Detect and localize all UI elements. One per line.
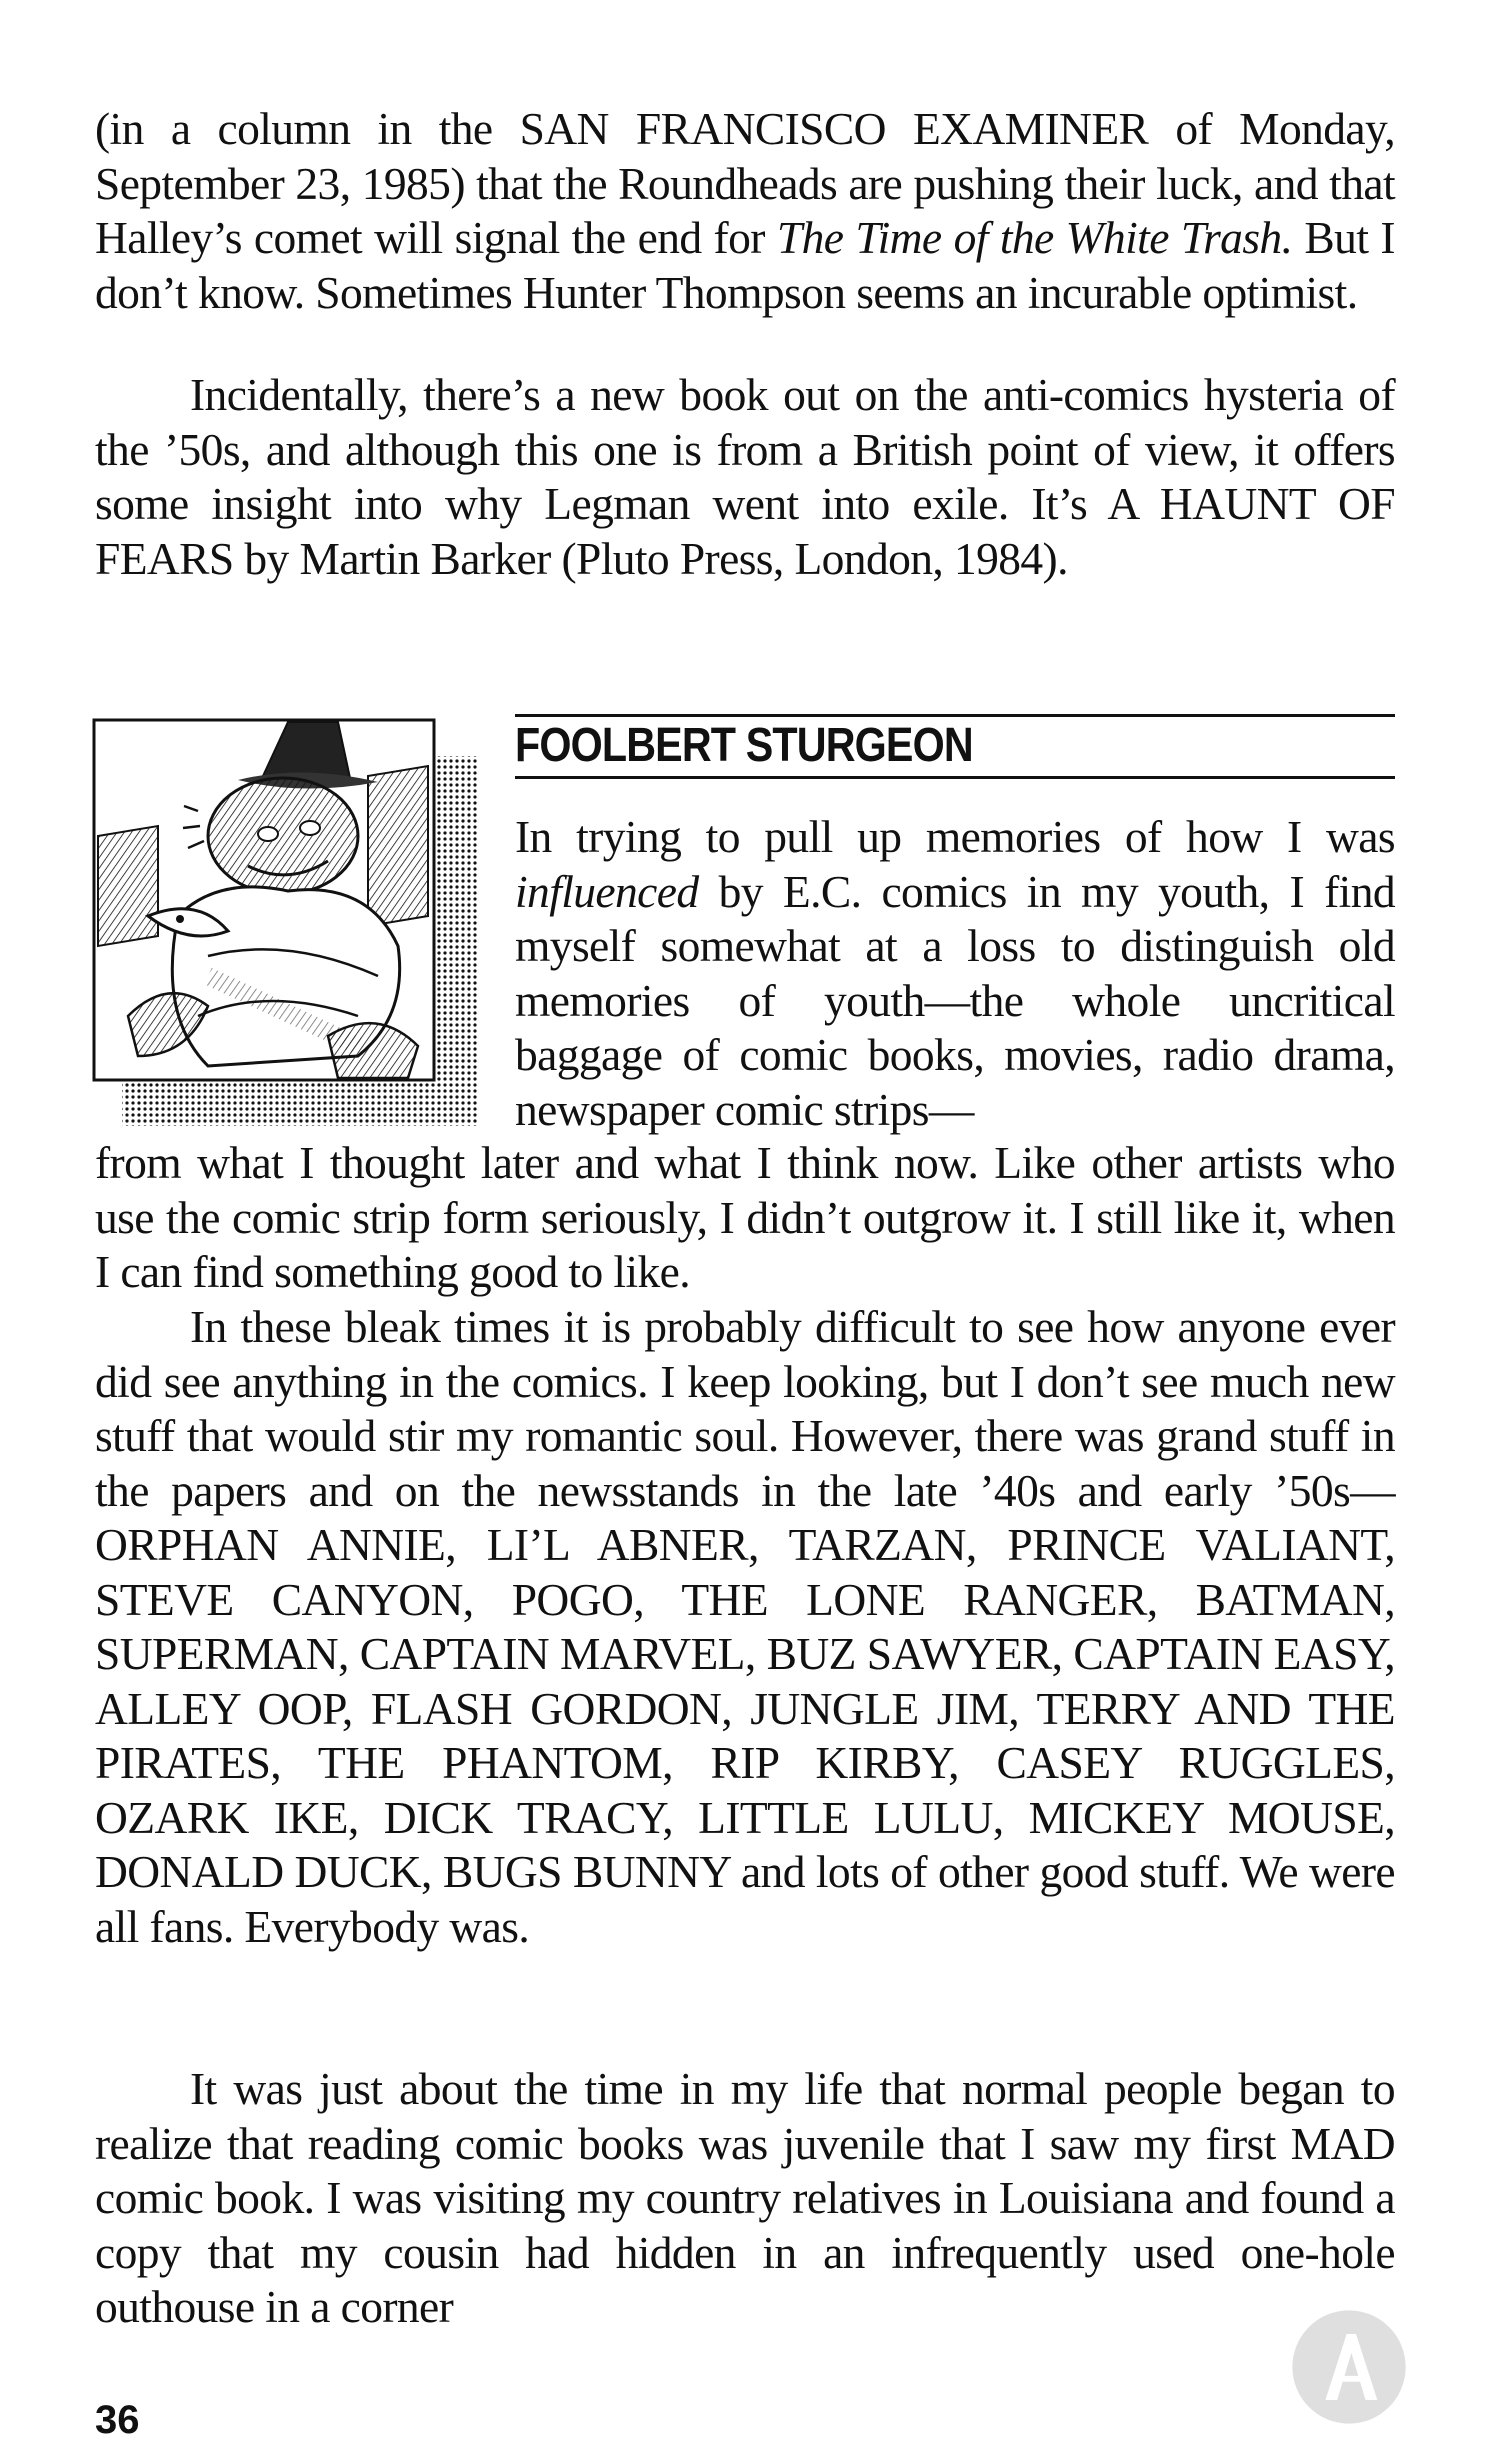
section-rule-top	[515, 714, 1395, 717]
section-paragraph-1-start: In trying to pull up memories of how I was	[515, 811, 1395, 862]
section-paragraph-2: In these bleak times it is probably difficult to see how anyone ever did see anything in the comics. I keep looking, but I don’t see much new stuff that would stir my romantic soul. However, there was grand stuff in the papers and on the newsstands in the late ’40s and early ’50s—ORPHAN ANNIE, LI’L ABNER, TARZAN, PRINCE VALIANT, STEVE CANYON, POGO, THE LONE RANGER, BATMAN, SUPERMAN, CAPTAIN MARVEL, BUZ SAWYER, CAPTAIN EASY, ALLEY OOP, FLASH GORDON, JUNGLE JIM, TERRY AND THE PIRATES, THE PHANTOM, RIP KIRBY, CASEY RUGGLES, OZARK IKE, DICK TRACY, LITTLE LULU, MICKEY MOUSE, DONALD DUCK, BUGS BUNNY and lots of other good stuff. We were all fans. Everybody was.	[95, 1301, 1395, 1952]
section-paragraph-3: It was just about the time in my life that normal people began to realize that reading comic books was juvenile that I saw my first MAD comic book. I was visiting my country relatives in Louisiana and found a copy that my cousin had hidden in an infrequently used one-hole outhouse in a corner	[95, 2063, 1395, 2332]
section-paragraph-1	[515, 810, 1395, 1137]
intro-paragraph-1	[95, 102, 1395, 320]
page-number: 36	[95, 2398, 140, 2442]
section-paragraph-1-continued: from what I thought later and what I think now. Like other artists who use the comic strip form seriously, I didn’t outgrow it. I still like it, when I can find something good to like.	[95, 1137, 1395, 1297]
intro-paragraph-1-italic: The Time of the White Trash.	[776, 212, 1293, 263]
section-rule-bottom	[515, 776, 1395, 779]
gorilla-in-top-hat-illustration	[88, 716, 478, 1126]
intro-paragraph-1-text: (in a column in the SAN FRANCISCO EXAMINER of Monday, September 23, 1985) that the Roundheads are pushing their luck, and that Halley’s comet will signal the end for	[95, 103, 1395, 263]
section-title: FOOLBERT STURGEON	[515, 719, 973, 772]
intro-paragraph-2: Incidentally, there’s a new book out on the anti-comics hysteria of the ’50s, and although this one is from a British point of view, it offers some insight into why Legman went into exile. It’s A HAUNT OF FEARS by Martin Barker (Pluto Press, London, 1984).	[95, 369, 1395, 584]
publisher-logo-watermark-icon	[1290, 2308, 1408, 2426]
intro-paragraph-1-end: But I don’t know. Sometimes Hunter Thompson seems an incurable optimist.	[95, 212, 1395, 318]
section-paragraph-1-italic: influenced	[515, 865, 699, 917]
section-paragraph-1-mid: by E.C. comics in my youth, I find myself somewhat at a loss to distinguish old memories of youth—the whole uncritical baggage of comic books, movies, radio drama, newspaper comic strips—	[515, 865, 1395, 1135]
